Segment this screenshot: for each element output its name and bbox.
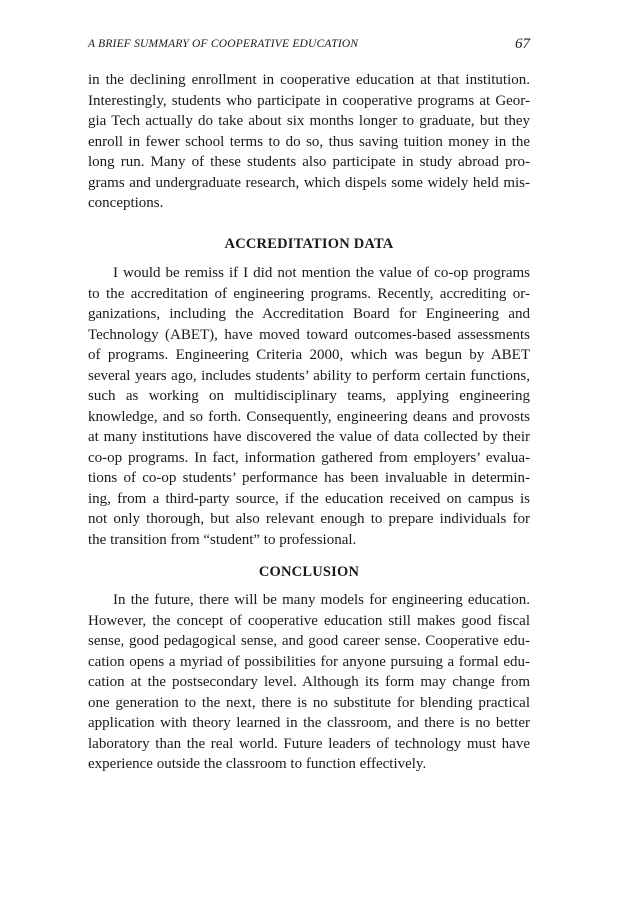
- text-line: grams and undergraduate research, which dispels some widely held mis-: [88, 174, 530, 191]
- text-line: In the future, there will be many models for engineering education.: [113, 592, 530, 608]
- text-line: laboratory than the real world. Future leaders of technology must have: [88, 735, 530, 752]
- text-line: gia Tech actually do take about six months longer to graduate, but they: [88, 113, 530, 129]
- text-line: Interestingly, students who participate in cooperative programs at Geor-: [88, 92, 530, 109]
- text-line: co-op programs. In fact, information gathered from employers’ evalua-: [88, 449, 530, 466]
- text-line: enroll in fewer school terms to do so, thus saving tuition money in the: [88, 133, 530, 150]
- section-heading-conclusion: CONCLUSION: [258, 564, 360, 580]
- text-line: knowledge, and so forth. Consequently, engineering deans and provosts: [88, 408, 530, 425]
- text-line: However, the concept of cooperative education still makes good fiscal: [88, 612, 530, 629]
- text-line: several years ago, includes students’ ability to perform certain functions,: [88, 367, 530, 384]
- text-line: I would be remiss if I did not mention the value of co-op programs: [113, 265, 530, 281]
- text-line: ganizations, including the Accreditation Board for Engineering and: [88, 306, 530, 322]
- text-line: tions of co-op students’ performance has been invaluable in determin-: [88, 470, 530, 486]
- text-line: not only thorough, but also relevant enough to prepare individuals for: [88, 511, 530, 527]
- text-line: sense, good pedagogical sense, and good career sense. Cooperative edu-: [88, 633, 530, 649]
- text-line: cation at the postsecondary level. Although its form may change from: [88, 674, 530, 690]
- text-line: ing, from a third-party source, if the education received on campus is: [88, 490, 530, 507]
- paragraph-conclusion: [88, 590, 530, 775]
- text-line: the transition from “student” to professional.: [88, 531, 357, 548]
- text-line: experience outside the classroom to function effectively.: [88, 756, 427, 772]
- text-line: in the declining enrollment in cooperative education at that institution.: [88, 72, 530, 88]
- text-line: to the accreditation of engineering programs. Recently, accrediting or-: [88, 285, 530, 302]
- text-line: of programs. Engineering Criteria 2000, which was begun by ABET: [88, 347, 530, 363]
- text-line: conceptions.: [88, 195, 164, 211]
- text-line: at many institutions have discovered the value of data collected by their: [88, 429, 530, 445]
- page-number: 67: [515, 36, 530, 52]
- text-line: long run. Many of these students also participate in study abroad pro-: [88, 154, 530, 170]
- paragraph-intro: [88, 70, 530, 214]
- paragraph-accreditation: [88, 263, 530, 550]
- page-header: [88, 36, 530, 56]
- text-line: Technology (ABET), have moved toward outcomes-based assessments: [88, 326, 530, 343]
- text-line: one generation to the next, there is no substitute for blending practical: [88, 694, 530, 711]
- running-head: A BRIEF SUMMARY OF COOPERATIVE EDUCATION: [88, 38, 359, 50]
- text-line: application with theory learned in the classroom, and there is no better: [88, 715, 530, 731]
- text-line: cation opens a myriad of possibilities for anyone pursuing a formal edu-: [88, 653, 530, 670]
- text-line: such as working on multidisciplinary teams, applying engineering: [88, 388, 530, 404]
- section-heading-accreditation: ACCREDITATION DATA: [224, 236, 394, 252]
